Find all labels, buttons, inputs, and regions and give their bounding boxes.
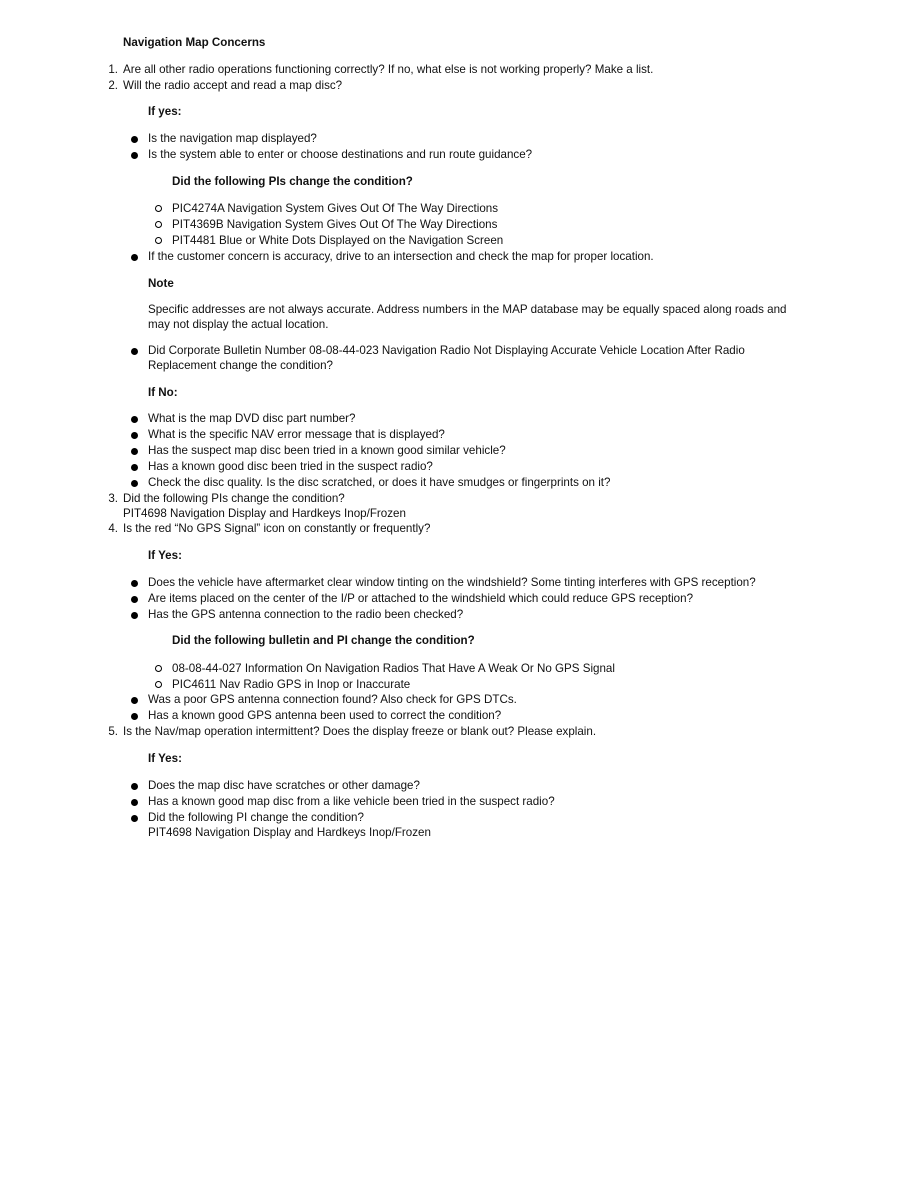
list-item: PIC4611 Nav Radio GPS in Inop or Inaccurate bbox=[172, 678, 411, 691]
list-number: 5. bbox=[108, 725, 118, 738]
bullet-icon bbox=[131, 713, 138, 720]
bullet-icon bbox=[131, 448, 138, 455]
bullet-icon bbox=[131, 612, 138, 619]
bullet-icon bbox=[131, 136, 138, 143]
question-3: Did the following PIs change the condition? bbox=[123, 492, 345, 505]
list-item: Are items placed on the center of the I/P or attached to the windshield which could reduce GPS reception? bbox=[148, 592, 694, 605]
bullet-icon bbox=[131, 580, 138, 587]
list-number: 4. bbox=[108, 522, 118, 535]
circle-bullet-icon bbox=[155, 221, 162, 228]
list-item: PIT4369B Navigation System Gives Out Of The Way Directions bbox=[172, 218, 498, 231]
list-item: If the customer concern is accuracy, drive to an intersection and check the map for proper location. bbox=[148, 250, 654, 263]
note-text: may not display the actual location. bbox=[148, 318, 329, 331]
note-text: Specific addresses are not always accurate. Address numbers in the MAP database may be equally spaced along roads and bbox=[148, 303, 787, 316]
bullet-icon bbox=[131, 697, 138, 704]
list-item: Check the disc quality. Is the disc scratched, or does it have smudges or fingerprints on it? bbox=[148, 476, 611, 489]
question-1: Are all other radio operations functioning correctly? If no, what else is not working properly? Make a list. bbox=[123, 63, 654, 76]
circle-bullet-icon bbox=[155, 665, 162, 672]
page-title: Navigation Map Concerns bbox=[123, 36, 266, 49]
list-item: Has a known good map disc from a like vehicle been tried in the suspect radio? bbox=[148, 795, 555, 808]
pi-heading: Did the following PIs change the condition? bbox=[172, 175, 413, 188]
bullet-icon bbox=[131, 416, 138, 423]
bulletin-heading: Did the following bulletin and PI change the condition? bbox=[172, 634, 475, 647]
list-item: Did Corporate Bulletin Number 08-08-44-023 Navigation Radio Not Displaying Accurate Vehicle Location After Radio bbox=[148, 344, 745, 357]
bullet-icon bbox=[131, 783, 138, 790]
note-label: Note bbox=[148, 277, 174, 290]
list-item: Does the vehicle have aftermarket clear window tinting on the windshield? Some tinting interferes with GPS reception? bbox=[148, 576, 756, 589]
if-no-heading: If No: bbox=[148, 386, 178, 399]
bullet-icon bbox=[131, 799, 138, 806]
list-number: 2. bbox=[108, 79, 118, 92]
question-5: Is the Nav/map operation intermittent? Does the display freeze or blank out? Please explain. bbox=[123, 725, 597, 738]
list-number: 3. bbox=[108, 492, 118, 505]
list-item: PIC4274A Navigation System Gives Out Of The Way Directions bbox=[172, 202, 499, 215]
list-item-continued: PIT4698 Navigation Display and Hardkeys Inop/Frozen bbox=[148, 826, 431, 839]
bullet-icon bbox=[131, 464, 138, 471]
circle-bullet-icon bbox=[155, 681, 162, 688]
bullet-icon bbox=[131, 152, 138, 159]
bullet-icon bbox=[131, 596, 138, 603]
if-yes-heading: If Yes: bbox=[148, 549, 182, 562]
list-item: Is the navigation map displayed? bbox=[148, 132, 317, 145]
bullet-icon bbox=[131, 815, 138, 822]
list-item-continued: Replacement change the condition? bbox=[148, 359, 333, 372]
if-yes-heading: If Yes: bbox=[148, 752, 182, 765]
list-item: 08-08-44-027 Information On Navigation Radios That Have A Weak Or No GPS Signal bbox=[172, 662, 615, 675]
list-item: Has the GPS antenna connection to the radio been checked? bbox=[148, 608, 464, 621]
list-item: What is the map DVD disc part number? bbox=[148, 412, 356, 425]
list-item: What is the specific NAV error message that is displayed? bbox=[148, 428, 445, 441]
list-item: Was a poor GPS antenna connection found? Also check for GPS DTCs. bbox=[148, 693, 517, 706]
question-2: Will the radio accept and read a map disc? bbox=[123, 79, 343, 92]
circle-bullet-icon bbox=[155, 205, 162, 212]
list-item: Has a known good GPS antenna been used to correct the condition? bbox=[148, 709, 502, 722]
bullet-icon bbox=[131, 254, 138, 261]
list-item: PIT4481 Blue or White Dots Displayed on the Navigation Screen bbox=[172, 234, 504, 247]
list-number: 1. bbox=[108, 63, 118, 76]
circle-bullet-icon bbox=[155, 237, 162, 244]
list-item: Is the system able to enter or choose destinations and run route guidance? bbox=[148, 148, 533, 161]
list-item: Did the following PI change the condition? bbox=[148, 811, 364, 824]
question-3-detail: PIT4698 Navigation Display and Hardkeys Inop/Frozen bbox=[123, 507, 406, 520]
list-item: Has a known good disc been tried in the suspect radio? bbox=[148, 460, 433, 473]
list-item: Has the suspect map disc been tried in a known good similar vehicle? bbox=[148, 444, 506, 457]
bullet-icon bbox=[131, 432, 138, 439]
bullet-icon bbox=[131, 348, 138, 355]
bullet-icon bbox=[131, 480, 138, 487]
if-yes-heading: If yes: bbox=[148, 105, 182, 118]
list-item: Does the map disc have scratches or other damage? bbox=[148, 779, 420, 792]
question-4: Is the red “No GPS Signal” icon on constantly or frequently? bbox=[123, 522, 431, 535]
